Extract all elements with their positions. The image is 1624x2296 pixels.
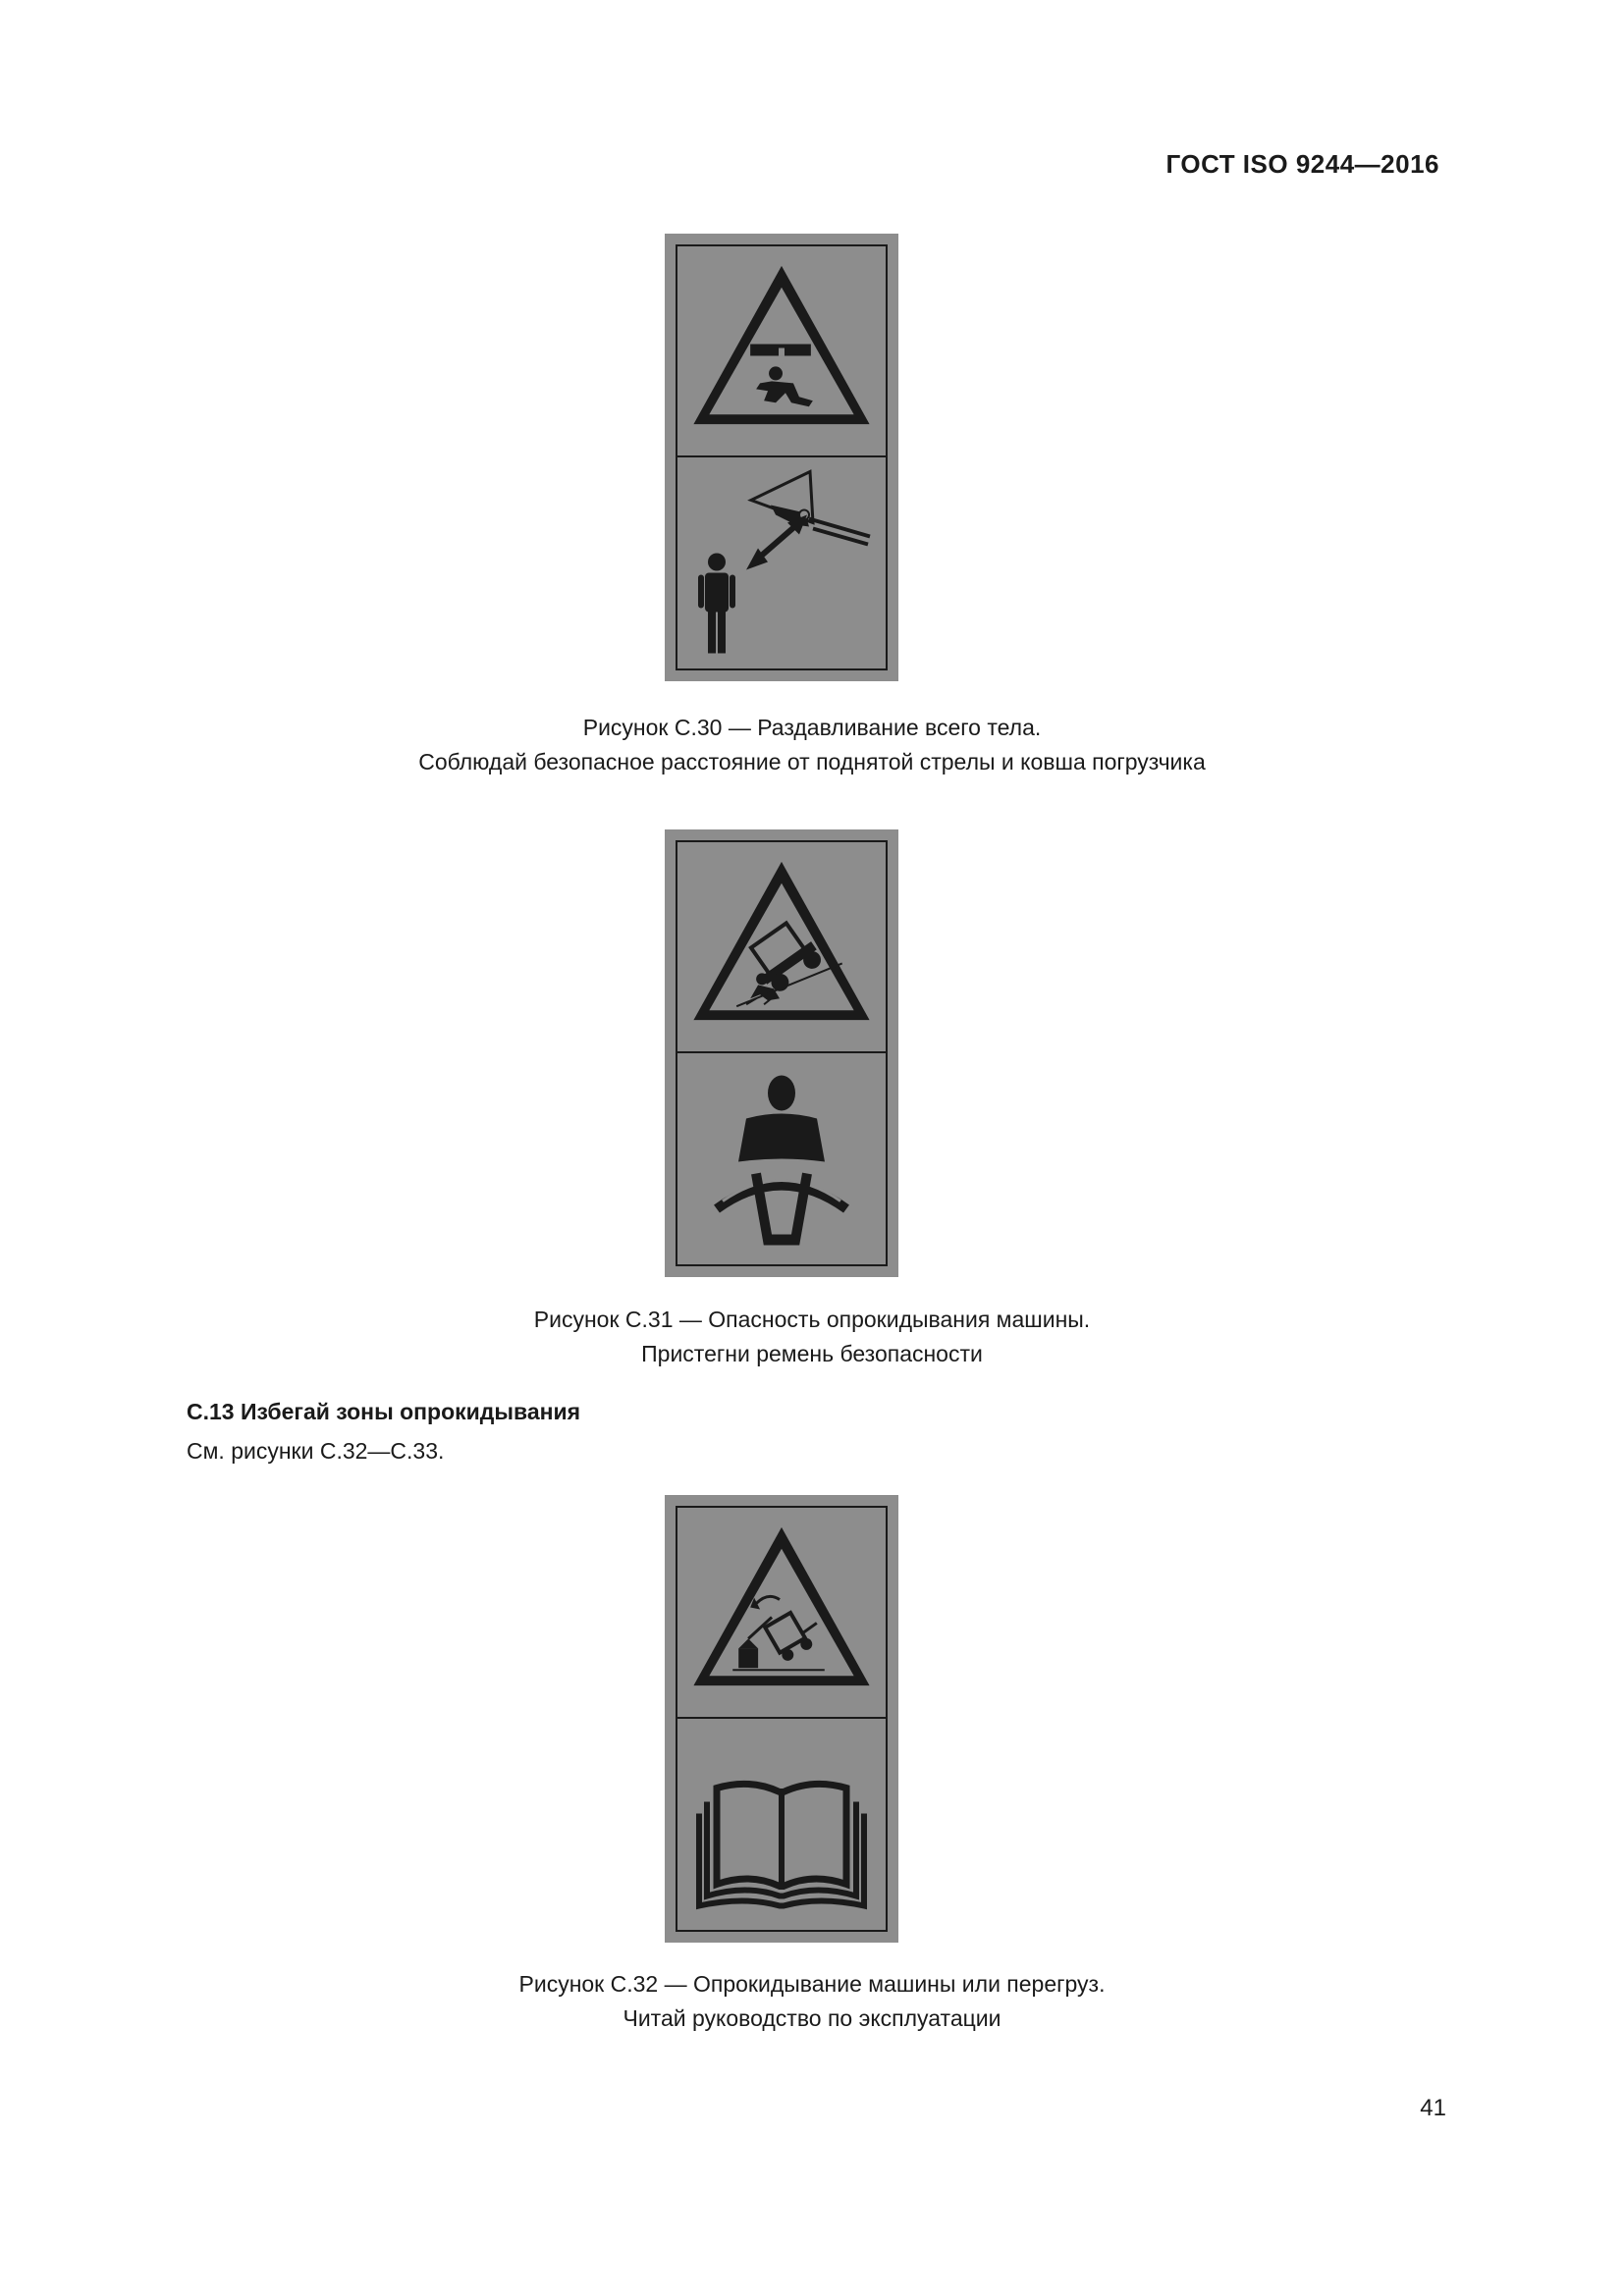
avoidance-panel <box>677 457 886 668</box>
figure-caption-c30 <box>0 711 1624 779</box>
safety-sign-c32 <box>665 1495 898 1943</box>
safety-sign-c30 <box>665 234 898 681</box>
page-number: 41 <box>1420 2095 1446 2121</box>
caption-line: Соблюдай безопасное расстояние от поднятой стрелы и ковша погрузчика <box>418 749 1206 774</box>
caption-line: Рисунок С.30 — Раздавливание всего тела. <box>582 715 1042 740</box>
avoidance-panel <box>677 1719 886 1930</box>
figure-caption-c31 <box>0 1303 1624 1371</box>
caption-line: Рисунок С.32 — Опрокидывание машины или перегруз. <box>518 1971 1106 1997</box>
caption-line: Рисунок С.31 — Опасность опрокидывания машины. <box>533 1307 1091 1332</box>
avoidance-panel <box>677 1053 886 1264</box>
machine-rollover-icon <box>677 842 886 1051</box>
fasten-seatbelt-icon <box>677 1053 886 1264</box>
overload-tipping-icon <box>677 1508 886 1717</box>
section-heading: С.13 Избегай зоны опрокидывания <box>187 1399 581 1424</box>
read-manual-icon <box>677 1719 886 1930</box>
hazard-panel <box>677 1508 886 1719</box>
hazard-panel <box>677 842 886 1053</box>
figure-caption-c32 <box>0 1967 1624 2036</box>
hazard-panel <box>677 246 886 457</box>
caption-line: Пристегни ремень безопасности <box>641 1341 983 1366</box>
section-reference-text: См. рисунки С.32—С.33. <box>187 1438 445 1464</box>
keep-distance-from-raised-bucket-icon <box>677 457 886 668</box>
safety-sign-c31 <box>665 829 898 1277</box>
whole-body-crush-icon <box>677 246 886 455</box>
caption-line: Читай руководство по эксплуатации <box>623 2005 1001 2031</box>
standard-header: ГОСТ ISO 9244—2016 <box>1165 149 1439 179</box>
